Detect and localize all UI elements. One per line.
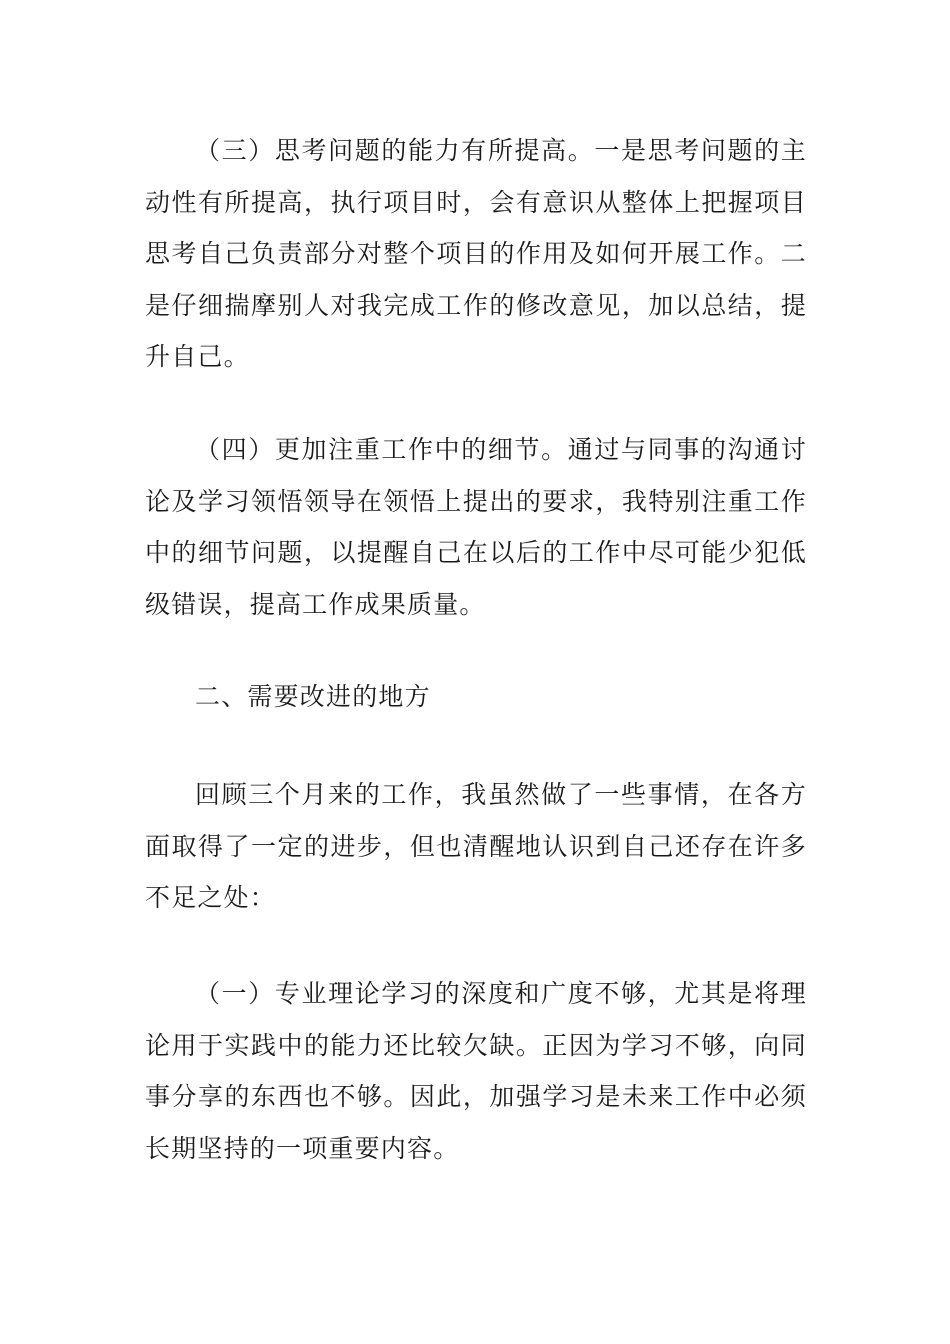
section-heading-improvements: 二、需要改进的地方 bbox=[195, 682, 431, 711]
paragraph-thinking-ability: （三）思考问题的能力有所提高。一是思考问题的主动性有所提高，执行项目时，会有意识从整体上把握项目思考自己负责部分对整个项目的作用及如何开展工作。二是仔细揣摩别人对我完成工作的修改意见，加以总结，提升自己。 bbox=[145, 136, 807, 371]
paragraph-theory-study: （一）专业理论学习的深度和广度不够，尤其是将理论用于实践中的能力还比较欠缺。正因为学习不够，向同事分享的东西也不够。因此，加强学习是未来工作中必须长期坚持的一项重要内容。 bbox=[145, 979, 807, 1163]
paragraph-attention-to-detail: （四）更加注重工作中的细节。通过与同事的沟通讨论及学习领悟领导在领悟上提出的要求，我特别注重工作中的细节问题，以提醒自己在以后的工作中尽可能少犯低级错误，提高工作成果质量。 bbox=[145, 435, 807, 619]
paragraph-review-intro: 回顾三个月来的工作，我虽然做了一些事情，在各方面取得了一定的进步，但也清醒地认识到自己还存在许多不足之处： bbox=[145, 780, 807, 912]
